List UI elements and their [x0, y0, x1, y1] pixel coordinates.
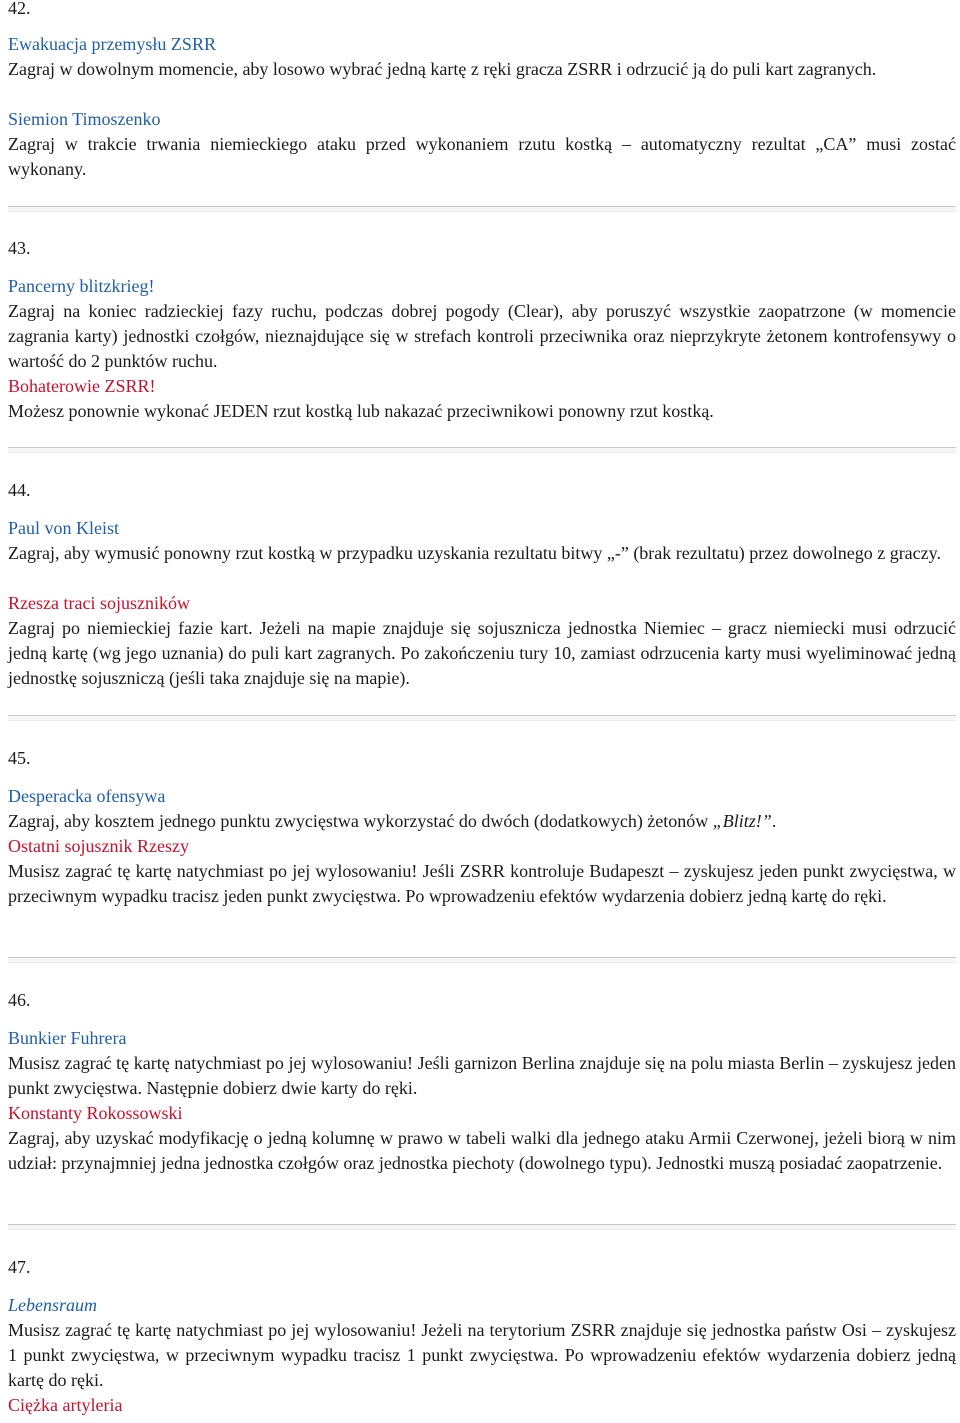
- card-title-soviet: Bohaterowie ZSRR!: [8, 376, 156, 396]
- card-title-german: Siemion Timoszenko: [8, 109, 161, 129]
- card-description: Zagraj w trakcie trwania niemieckiego ataku przed wykonaniem rzutu kostką – automatyczny rezultat „CA” musi zostać wykonany.: [8, 134, 956, 179]
- card-description: Zagraj na koniec radzieckiej fazy ruchu, podczas dobrej pogody (Clear), aby poruszyć wszystkie zaopatrzone (w momencie zagrania karty) jednostki czołgów, nieznajdujące się w strefach kontroli przeciwnika oraz nieprzykryte żetonem kontrofensywy o wartość do 2 punktów ruchu.: [8, 301, 956, 371]
- card-description: Musisz zagrać tę kartę natychmiast po jej wylosowaniu! Jeżeli na terytorium ZSRR znajduje się jednostka państw Osi – zyskujesz 1 punkt zwycięstwa, w przeciwnym wypadku tracisz 1 punkt zwycięstwa. Po wprowadzeniu efektów wydarzenia dobierz jedną kartę do ręki.: [8, 1320, 956, 1390]
- card-description: Musisz zagrać tę kartę natychmiast po jej wylosowaniu! Jeśli garnizon Berlina znajduje się na polu miasta Berlin – zyskujesz jeden punkt zwycięstwa. Następnie dobierz dwie karty do ręki.: [8, 1053, 956, 1098]
- card-title-soviet: Konstanty Rokossowski: [8, 1103, 183, 1123]
- card-description: Zagraj, aby wymusić ponowny rzut kostką w przypadku uzyskania rezultatu bitwy „-” (brak rezultatu) przez dowolnego z graczy.: [8, 543, 941, 563]
- entry-divider: [8, 447, 956, 453]
- card-title-soviet: Rzesza traci sojuszników: [8, 593, 190, 613]
- entry-divider: [8, 715, 956, 721]
- card-title-german: Pancerny blitzkrieg!: [8, 276, 155, 296]
- card-description: [8, 809, 956, 834]
- entry-number: 47.: [8, 1257, 31, 1277]
- entry-number: 45.: [8, 748, 31, 768]
- card-title-soviet: Ciężka artyleria: [8, 1395, 123, 1415]
- entry-number: 46.: [8, 990, 31, 1010]
- card-title-soviet: Ostatni sojusznik Rzeszy: [8, 836, 189, 856]
- entry-number: 42.: [8, 0, 31, 18]
- card-description: Możesz ponownie wykonać JEDEN rzut kostką lub nakazać przeciwnikowi ponowny rzut kostką.: [8, 401, 714, 421]
- card-title-german: Lebensraum: [8, 1295, 97, 1315]
- entry-divider: [8, 957, 956, 963]
- card-title-german: Bunkier Fuhrera: [8, 1028, 127, 1048]
- entry-divider: [8, 206, 956, 212]
- entry-number: 43.: [8, 238, 31, 258]
- card-title-german: Ewakuacja przemysłu ZSRR: [8, 34, 216, 54]
- blitz-token-name: „Blitz!”: [712, 811, 772, 831]
- card-description: Musisz zagrać tę kartę natychmiast po jej wylosowaniu! Jeśli ZSRR kontroluje Budapeszt – zyskujesz jeden punkt zwycięstwa, w przeciwnym wypadku tracisz jeden punkt zwycięstwa. Po wprowadzeniu efektów wydarzenia dobierz jedną kartę do ręki.: [8, 861, 956, 906]
- card-description: Zagraj, aby uzyskać modyfikację o jedną kolumnę w prawo w tabeli walki dla jednego ataku Armii Czerwonej, jeżeli biorą w nim udział: przynajmniej jedna jednostka czołgów oraz jednostka piechoty (dowolnego typu). Jednostki muszą posiadać zaopatrzenie.: [8, 1128, 956, 1173]
- entry-divider: [8, 1224, 956, 1230]
- card-title-german: Desperacka ofensywa: [8, 786, 166, 806]
- card-description-end: .: [771, 811, 777, 831]
- card-description: Zagraj po niemieckiej fazie kart. Jeżeli na mapie znajduje się sojusznicza jednostka Niemiec – gracz niemiecki musi odrzucić jedną kartę (wg jego uznania) do puli kart zagranych. Po zakończeniu tury 10, zamiast odrzucenia karty musi wyeliminować jedną jednostkę sojuszniczą (jeśli taka znajduje się na mapie).: [8, 618, 956, 688]
- card-title-german: Paul von Kleist: [8, 518, 119, 538]
- entry-number: 44.: [8, 480, 31, 500]
- card-description-text: Zagraj, aby kosztem jednego punktu zwycięstwa wykorzystać do dwóch (dodatkowych) żetonów: [8, 811, 713, 831]
- card-description: Zagraj w dowolnym momencie, aby losowo wybrać jedną kartę z ręki gracza ZSRR i odrzucić ją do puli kart zagranych.: [8, 59, 877, 79]
